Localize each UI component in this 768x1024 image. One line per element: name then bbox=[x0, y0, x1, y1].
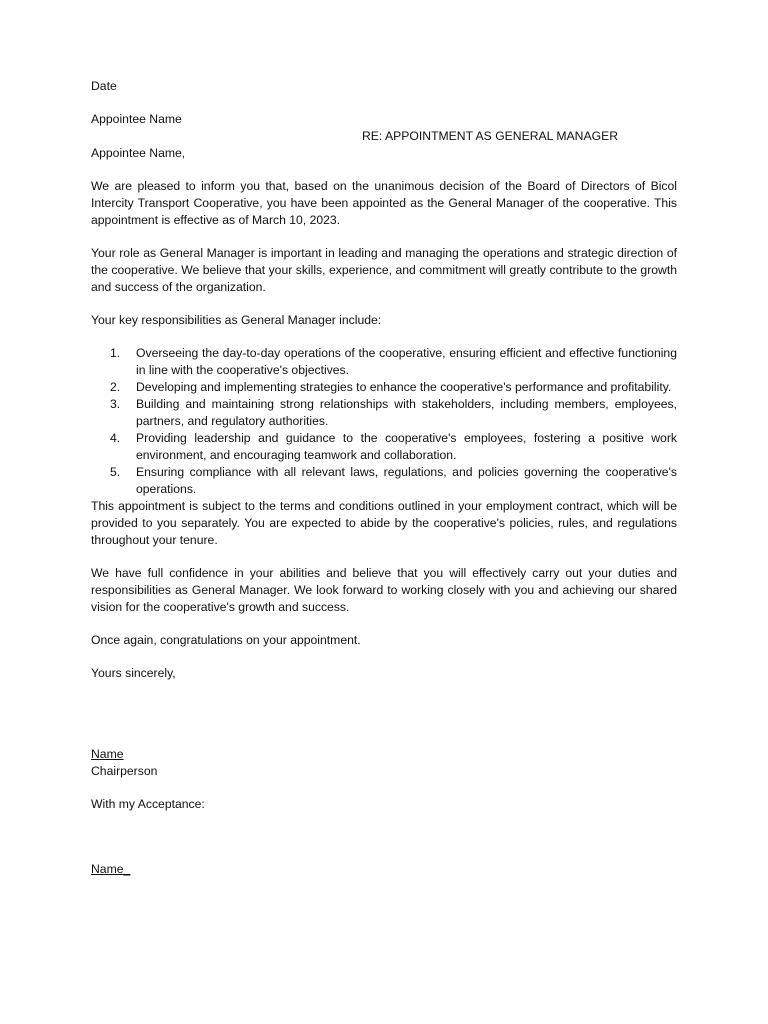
responsibilities-intro: Your key responsibilities as General Manager include: bbox=[91, 313, 382, 327]
list-item-text: Building and maintaining strong relationships with stakeholders, including members, employees, partners, and regulatory authorities. bbox=[136, 397, 677, 428]
list-item-text: Ensuring compliance with all relevant laws, regulations, and policies governing the cooperative's operations. bbox=[136, 465, 677, 496]
date-line: Date bbox=[91, 79, 117, 93]
acceptance-label: With my Acceptance: bbox=[91, 797, 205, 811]
list-item bbox=[91, 345, 677, 379]
paragraph-role: Your role as General Manager is important in leading and managing the operations and strategic direction of the cooperative. We believe that your skills, experience, and commitment will greatly contribute to the growth and success of the organization. bbox=[91, 246, 677, 294]
salutation: Appointee Name, bbox=[91, 146, 186, 160]
acceptance-name: Name_ bbox=[91, 862, 131, 876]
signer-name: Name bbox=[91, 747, 124, 761]
list-item bbox=[91, 379, 677, 396]
appointee-name-line: Appointee Name bbox=[91, 112, 182, 126]
list-item bbox=[91, 464, 677, 498]
list-item-number: 4. bbox=[110, 431, 121, 445]
list-item bbox=[91, 430, 677, 464]
closing: Yours sincerely, bbox=[91, 666, 176, 680]
list-item-number: 2. bbox=[110, 380, 121, 394]
letter-body bbox=[91, 78, 677, 878]
list-item-text: Developing and implementing strategies to enhance the cooperative's performance and profitability. bbox=[136, 380, 672, 394]
list-item-number: 1. bbox=[110, 346, 121, 360]
list-item-number: 5. bbox=[110, 465, 121, 479]
paragraph-terms: This appointment is subject to the terms and conditions outlined in your employment contract, which will be provided to you separately. You are expected to abide by the cooperative's policies, rules, and regulations throughout your tenure. bbox=[91, 499, 677, 547]
responsibilities-list bbox=[91, 345, 677, 498]
signer-title: Chairperson bbox=[91, 764, 158, 778]
list-item-text: Overseeing the day-to-day operations of the cooperative, ensuring efficient and effective functioning in line with the cooperative's objectives. bbox=[136, 346, 677, 377]
paragraph-congratulations: Once again, congratulations on your appointment. bbox=[91, 633, 361, 647]
subject-line: RE: APPOINTMENT AS GENERAL MANAGER bbox=[362, 129, 618, 143]
paragraph-appointment: We are pleased to inform you that, based on the unanimous decision of the Board of Directors of Bicol Intercity Transport Cooperative, you have been appointed as the General Manager of the cooperative. This appointment is effective as of March 10, 2023. bbox=[91, 179, 677, 227]
list-item-text: Providing leadership and guidance to the cooperative's employees, fostering a positive work environment, and encouraging teamwork and collaboration. bbox=[136, 431, 677, 462]
paragraph-confidence: We have full confidence in your abilities and believe that you will effectively carry out your duties and responsibilities as General Manager. We look forward to working closely with you and achieving our shared vision for the cooperative's growth and success. bbox=[91, 566, 677, 614]
list-item bbox=[91, 396, 677, 430]
list-item-number: 3. bbox=[110, 397, 121, 411]
